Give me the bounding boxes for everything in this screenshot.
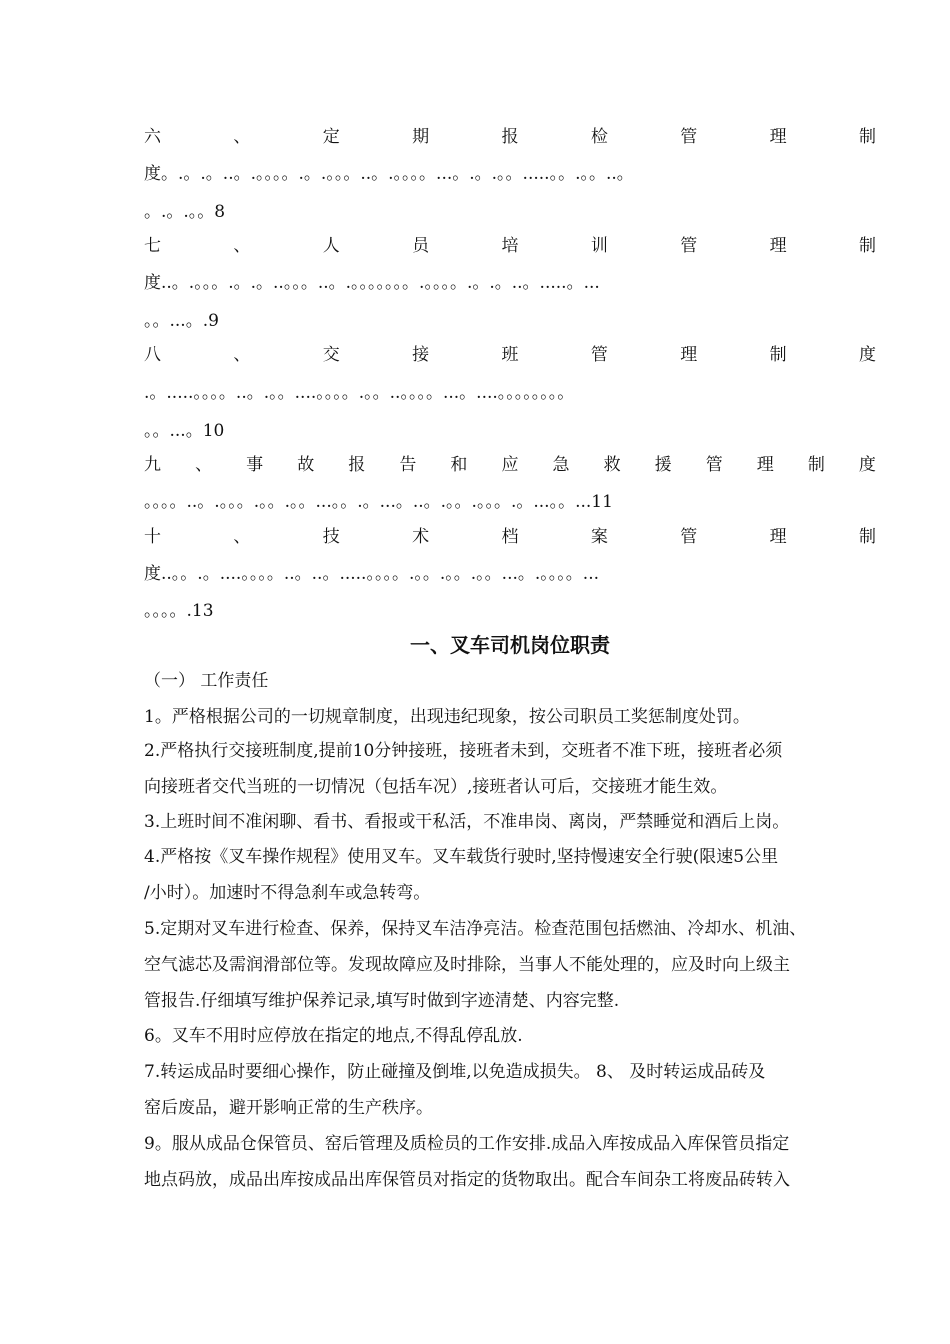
toc-entry-1-page: 。.。.。。8: [144, 202, 226, 222]
toc-entry-1-title: [144, 126, 876, 148]
toc-char: 检: [590, 127, 608, 147]
body-line: 9。服从成品仓保管员、窑后管理及质检员的工作安排.成品入库按成品入库保管员指定: [144, 1134, 790, 1154]
toc-entry-3-leader: .。.....。。。。..。.。。....。。。。.。。..。。。。...。....。。。。。。。。: [144, 383, 575, 403]
toc-char: 制: [859, 127, 876, 147]
subsection-heading: （一） 工作责任: [144, 671, 269, 691]
toc-char: 班: [501, 345, 519, 365]
toc-entry-4-title: [144, 454, 876, 476]
toc-char: 管: [705, 455, 723, 475]
toc-char: 制: [807, 455, 825, 475]
toc-char: 告: [399, 455, 417, 475]
toc-char: 管: [590, 345, 608, 365]
toc-char: 案: [590, 527, 608, 547]
toc-char: 理: [680, 345, 698, 365]
toc-char: 、: [233, 345, 251, 365]
toc-entry-2-page: 。。...。.9: [144, 311, 219, 331]
body-line: 地点码放，成品出库按成品出库保管员对指定的货物取出。配合车间杂工将废品砖转入: [144, 1170, 790, 1190]
body-line: 6。叉车不用时应停放在指定的地点,不得乱停乱放.: [144, 1026, 523, 1046]
body-line: 管报告.仔细填写维护保养记录,填写时做到字迹清楚、内容完整.: [144, 991, 620, 1011]
toc-char: 期: [412, 127, 430, 147]
toc-entry-5-title: [144, 526, 876, 548]
toc-char: 、: [195, 455, 213, 475]
toc-char: 九: [144, 455, 161, 475]
body-line: 4.严格按《叉车操作规程》使用叉车。叉车载货行驶时,坚持慢速安全行驶(限速5公里: [144, 847, 779, 867]
section-heading: 一、叉车司机岗位职责: [410, 633, 610, 657]
toc-char: 七: [144, 236, 161, 256]
body-line: 窑后废品，避开影响正常的生产秩序。: [144, 1098, 433, 1118]
toc-char: 急: [552, 455, 570, 475]
toc-char: 理: [769, 127, 787, 147]
toc-entry-2-leader: 度..。.。。。.。.。..。。。..。.。。。。。。。.。。。。.。.。..。.....。...: [144, 273, 600, 293]
toc-entry-4-leader: 。。。。..。.。。。.。。.。。...。。.。...。..。.。。.。。。.。...。。...11: [144, 492, 613, 512]
toc-char: 事: [246, 455, 264, 475]
toc-char: 人: [322, 236, 340, 256]
body-line: /小时）。加速时不得急刹车或急转弯。: [144, 883, 431, 903]
toc-char: 应: [501, 455, 519, 475]
toc-char: 训: [590, 236, 608, 256]
toc-char: 管: [680, 527, 698, 547]
toc-char: 报: [348, 455, 366, 475]
toc-char: 理: [769, 527, 787, 547]
body-line: 空气滤芯及需润滑部位等。发现故障应及时排除，当事人不能处理的，应及时向上级主: [144, 955, 790, 975]
toc-char: 档: [501, 527, 519, 547]
toc-entry-2-title: [144, 235, 876, 257]
body-line: 7.转运成品时要细心操作，防止碰撞及倒堆,以免造成损失。 8、 及时转运成品砖及: [144, 1062, 766, 1082]
toc-char: 交: [322, 345, 340, 365]
toc-char: 八: [144, 345, 161, 365]
toc-char: 管: [680, 127, 698, 147]
toc-char: 制: [859, 236, 876, 256]
toc-char: 度: [858, 455, 876, 475]
toc-entry-3-title: [144, 344, 876, 366]
toc-char: 六: [144, 127, 161, 147]
toc-char: 度: [859, 345, 876, 365]
body-line: 1。严格根据公司的一切规章制度，出现违纪现象，按公司职员工奖惩制度处罚。: [144, 707, 750, 727]
toc-char: 理: [769, 236, 787, 256]
toc-entry-5-page: 。。。。.13: [144, 601, 214, 621]
toc-char: 制: [859, 527, 876, 547]
toc-char: 故: [297, 455, 315, 475]
toc-char: 培: [501, 236, 519, 256]
body-line: 向接班者交代当班的一切情况（包括车况）,接班者认可后，交接班才能生效。: [144, 777, 728, 797]
toc-char: 救: [603, 455, 621, 475]
toc-char: 、: [233, 127, 251, 147]
toc-entry-1-leader: 度。.。.。..。.。。。。.。.。。。..。.。。。。...。.。.。。.....。。.。。..。: [144, 164, 634, 184]
toc-char: 援: [654, 455, 672, 475]
toc-char: 术: [412, 527, 430, 547]
toc-char: 定: [322, 127, 340, 147]
toc-char: 和: [450, 455, 468, 475]
body-line: 5.定期对叉车进行检查、保养，保持叉车洁净亮洁。检查范围包括燃油、冷却水、机油、: [144, 919, 807, 939]
toc-entry-5-leader: 度..。。.。....。。。。..。..。.....。。。。.。。.。。.。。...。.。。。。...: [144, 564, 599, 584]
toc-char: 理: [756, 455, 774, 475]
body-line: 2.严格执行交接班制度,提前10分钟接班，接班者未到，交班者不准下班，接班者必须: [144, 741, 783, 761]
toc-char: 制: [769, 345, 787, 365]
toc-char: 、: [233, 527, 251, 547]
toc-char: 管: [680, 236, 698, 256]
toc-char: 接: [412, 345, 430, 365]
toc-char: 、: [233, 236, 251, 256]
toc-char: 员: [412, 236, 430, 256]
toc-char: 报: [501, 127, 519, 147]
toc-char: 十: [144, 527, 161, 547]
toc-entry-3-page: 。。...。10: [144, 421, 225, 441]
toc-char: 技: [322, 527, 340, 547]
body-line: 3.上班时间不准闲聊、看书、看报或干私活，不准串岗、离岗，严禁睡觉和酒后上岗。: [144, 812, 790, 832]
